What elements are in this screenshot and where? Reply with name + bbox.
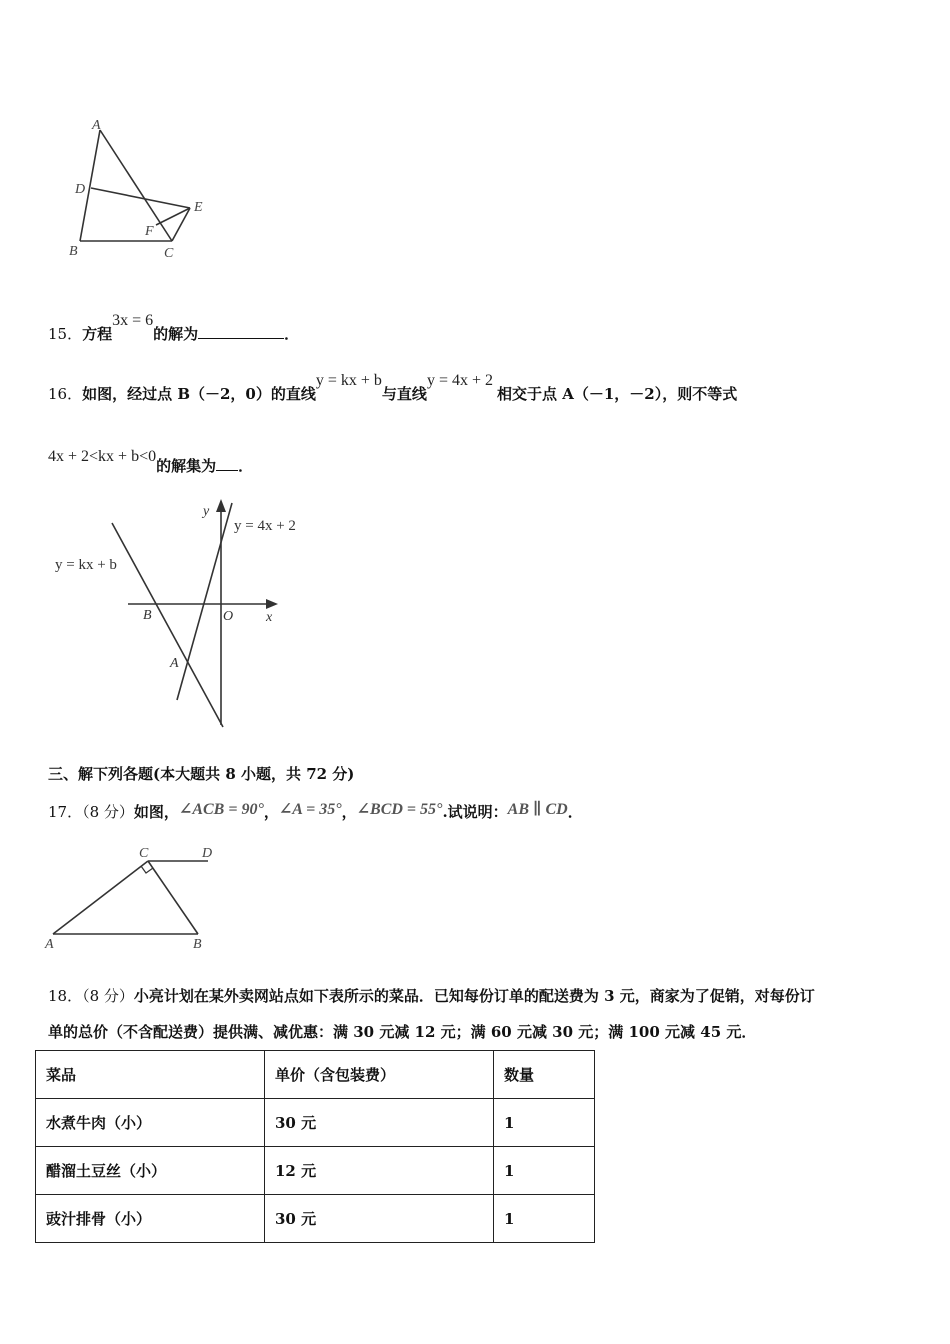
question-number: 15． [48, 325, 83, 343]
header-dish: 菜品 [36, 1051, 265, 1099]
cell-price: 30 元 [265, 1099, 494, 1147]
line-4x-2 [177, 503, 232, 700]
angle-a: ∠A = 35° [278, 801, 342, 818]
line-kx-b [112, 523, 223, 727]
score: （8 分） [82, 803, 134, 821]
angle-acb: ∠ACB = 90° [178, 801, 264, 818]
segment-ac [100, 130, 172, 241]
x-axis-label: x [266, 610, 273, 625]
q15-suffix: 的解为 [153, 325, 199, 343]
triangle-figure-q14 [60, 115, 220, 265]
parallel-statement: AB ∥ CD [507, 801, 568, 818]
equation-line1: y = kx + b [315, 372, 382, 389]
label-d: D [202, 846, 213, 861]
header-price: 单价（含包装费） [265, 1051, 494, 1099]
point-b-label: B [143, 608, 152, 623]
question-number: 18． [48, 987, 83, 1005]
point-a-label: A [170, 656, 179, 671]
label-c: C [164, 246, 174, 261]
inequality: 4x + 2<kx + b<0 [48, 448, 157, 465]
cell-price: 12 元 [265, 1147, 494, 1195]
question-number: 16． [48, 385, 83, 403]
table-header-row [36, 1051, 595, 1099]
label-d: D [75, 182, 86, 197]
label-a: A [92, 118, 101, 133]
label-c: C [139, 846, 149, 861]
equation-line2: y = 4x + 2 [426, 372, 493, 389]
answer-blank [198, 324, 284, 339]
table-row [36, 1195, 595, 1243]
question-18-line1: 18．（8 分）小亮计划在某外卖网站点如下表所示的菜品．已知每份订单的配送费为 3 元，商家为了促销，对每份订 [48, 987, 815, 1005]
label-b: B [193, 937, 202, 952]
table-row [36, 1147, 595, 1195]
line2-label: y = 4x + 2 [234, 518, 296, 534]
question-15: 15．方程3x = 6的解为 ． [48, 312, 300, 343]
label-b: B [69, 244, 78, 259]
question-number: 17． [48, 803, 83, 821]
score: （8 分） [82, 987, 134, 1005]
cell-dish: 豉汁排骨（小） [36, 1195, 265, 1243]
origin-label: O [223, 609, 234, 624]
question-17: 17．（8 分）如图，∠ACB = 90°，∠A = 35°，∠BCD = 55°.试说明：AB ∥ CD． [48, 801, 583, 821]
segment-ac [53, 861, 148, 934]
y-axis-arrow [216, 499, 226, 512]
label-e: E [194, 200, 203, 215]
question-18-line2: 单的总价（不含配送费）提供满、减优惠：满 30 元减 12 元；满 60 元减 30 元；满 100 元减 45 元． [48, 1023, 757, 1041]
angle-bcd: ∠BCD = 55° [356, 801, 443, 818]
line1-label: y = kx + b [55, 557, 117, 573]
label-a: A [45, 937, 54, 952]
table-row [36, 1099, 595, 1147]
question-16: 16．如图，经过点 B（－2，0）的直线y = kx + b与直线y = 4x + 2相交于点 A（－1，－2），则不等式 [48, 372, 738, 403]
header-quantity: 数量 [494, 1051, 595, 1099]
menu-table [35, 1050, 595, 1243]
cell-dish: 水煮牛肉（小） [36, 1099, 265, 1147]
line-graph-q16 [40, 495, 320, 735]
cell-quantity: 1 [494, 1147, 595, 1195]
triangle-figure-q17 [40, 840, 230, 955]
y-axis-label: y [203, 504, 210, 519]
segment-cb [148, 861, 198, 934]
cell-price: 30 元 [265, 1195, 494, 1243]
x-axis-arrow [266, 599, 278, 609]
answer-blank [216, 456, 238, 471]
section-heading: 三、解下列各题(本大题共 8 小题，共 72 分) [48, 765, 355, 783]
label-f: F [145, 224, 154, 239]
cell-dish: 醋溜土豆丝（小） [36, 1147, 265, 1195]
q15-prefix: 方程 [82, 325, 113, 343]
cell-quantity: 1 [494, 1195, 595, 1243]
question-16-line2: 4x + 2<kx + b<0的解集为 ． [48, 448, 254, 475]
q15-equation: 3x = 6 [112, 312, 154, 329]
cell-quantity: 1 [494, 1099, 595, 1147]
